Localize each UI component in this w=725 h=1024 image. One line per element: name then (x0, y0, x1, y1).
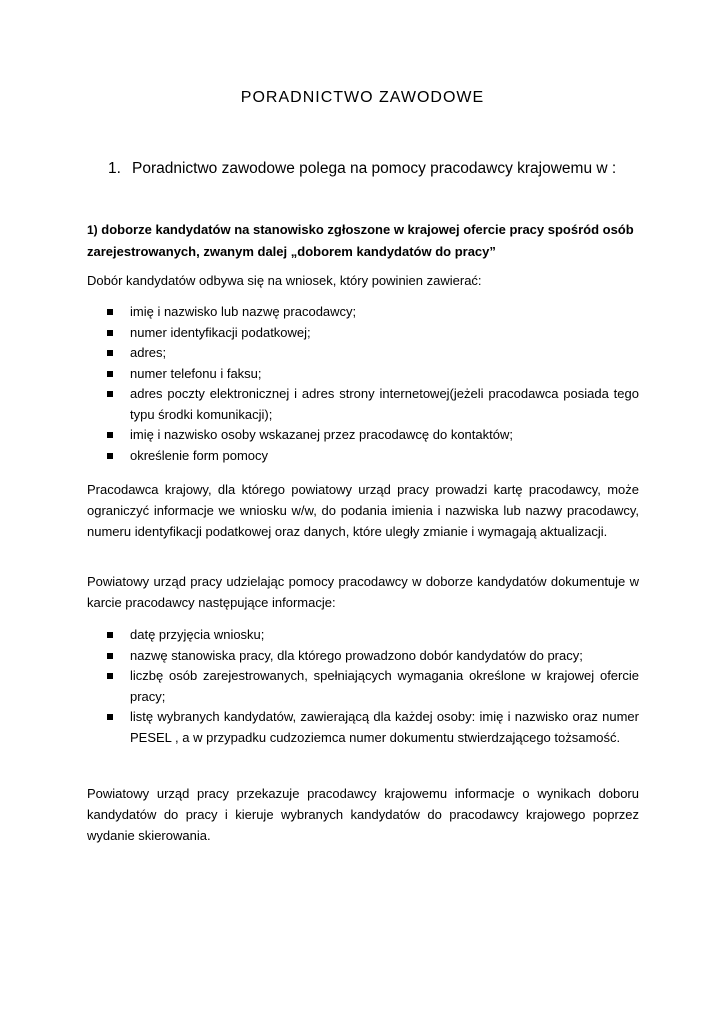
square-bullet-icon (107, 350, 113, 356)
paragraph-results: Powiatowy urząd pracy przekazuje pracodawcy krajowemu informacje o wynikach doboru kandydatów do pracy i kieruje wybranych kandydatów do pracodawcy krajowego poprzez wydanie skierowania. (87, 786, 639, 843)
paragraph-employer-card: Pracodawca krajowy, dla którego powiatowy urząd pracy prowadzi kartę pracodawcy, może ograniczyć informacje we wniosku w/w, do podania imienia i nazwiska lub nazwy pracodawcy, numeru identyfikacji podatkowej oraz danych, które uległy zmianie i wymagają aktualizacji. (87, 482, 639, 539)
square-bullet-icon (107, 632, 113, 638)
list-item: datę przyjęcia wniosku; (87, 625, 639, 646)
square-bullet-icon (107, 371, 113, 377)
intro-paragraph: Dobór kandydatów odbywa się na wniosek, który powinien zawierać: (87, 273, 482, 288)
square-bullet-icon (107, 673, 113, 679)
paragraph-documentation: Powiatowy urząd pracy udzielając pomocy pracodawcy w doborze kandydatów dokumentuje w karcie pracodawcy następujące informacje: (87, 574, 639, 610)
square-bullet-icon (107, 714, 113, 720)
list-item: numer identyfikacji podatkowej; (87, 323, 639, 344)
section-number: 1. (108, 160, 121, 177)
list-item: numer telefonu i faksu; (87, 364, 639, 385)
document-title: PORADNICTWO ZAWODOWE (240, 89, 485, 106)
section-heading (108, 160, 616, 178)
square-bullet-icon (107, 432, 113, 438)
square-bullet-icon (107, 453, 113, 459)
list-item: imię i nazwisko osoby wskazanej przez pracodawcę do kontaktów; (87, 425, 639, 446)
list-item: imię i nazwisko lub nazwę pracodawcy; (87, 302, 639, 323)
square-bullet-icon (107, 309, 113, 315)
list-item: adres; (87, 343, 639, 364)
square-bullet-icon (107, 391, 113, 397)
subsection-number: 1) (87, 223, 98, 237)
subsection-heading (87, 219, 639, 262)
list-item: listę wybranych kandydatów, zawierającą dla każdej osoby: imię i nazwisko oraz numer PESEL , a w przypadku cudzoziemca numer dokumentu stwierdzającego tożsamość. (87, 707, 639, 748)
documented-info-list (87, 625, 639, 748)
list-item: adres poczty elektronicznej i adres strony internetowej(jeżeli pracodawca posiada tego typu środki komunikacji); (87, 384, 639, 425)
square-bullet-icon (107, 653, 113, 659)
list-item: liczbę osób zarejestrowanych, spełniających wymagania określone w krajowej ofercie pracy; (87, 666, 639, 707)
subsection-text: doborze kandydatów na stanowisko zgłoszone w krajowej ofercie pracy spośród osób zarejestrowanych, zwanym dalej „doborem kandydatów do pracy” (87, 222, 634, 259)
square-bullet-icon (107, 330, 113, 336)
request-contents-list (87, 302, 639, 466)
list-item: nazwę stanowiska pracy, dla którego prowadzono dobór kandydatów do pracy; (87, 646, 639, 667)
section-heading-text: Poradnictwo zawodowe polega na pomocy pracodawcy krajowemu w : (132, 160, 617, 177)
list-item: określenie form pomocy (87, 446, 639, 467)
